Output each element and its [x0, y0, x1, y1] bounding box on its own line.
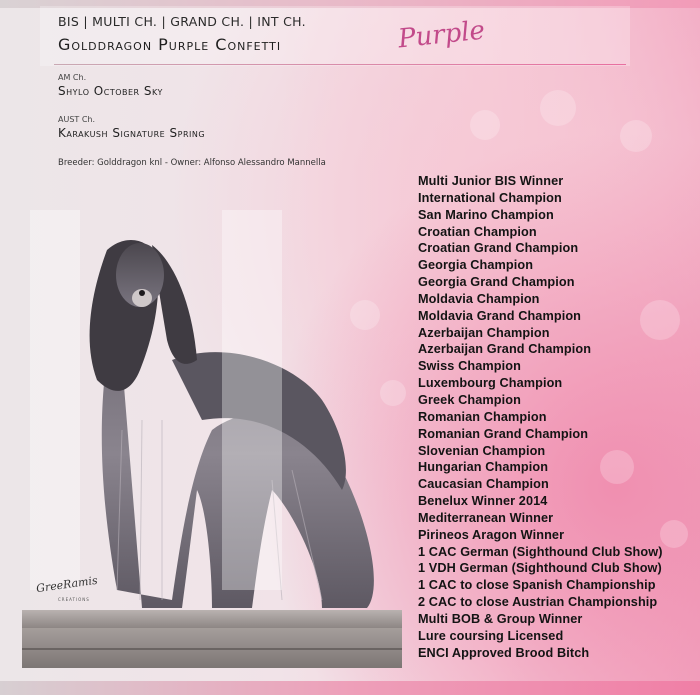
list-item: Lure coursing Licensed	[418, 628, 564, 643]
list-item: Slovenian Champion	[418, 443, 546, 458]
bottom-bar	[0, 681, 700, 695]
signature-purple: Purple	[396, 15, 487, 55]
list-item: 1 CAC German (Sighthound Club Show)	[418, 544, 663, 559]
list-item: 2 CAC to close Austrian Championship	[418, 595, 658, 610]
list-item: Romanian Champion	[418, 409, 547, 424]
dog-name: Golddragon Purple Confetti	[58, 35, 282, 54]
dog-photo	[22, 170, 407, 670]
list-item: Multi BOB & Group Winner	[418, 611, 583, 626]
list-item: Azerbaijan Champion	[418, 325, 550, 340]
bokeh-decoration	[470, 110, 500, 140]
bokeh-decoration	[540, 90, 576, 126]
list-item: Croatian Grand Champion	[418, 241, 579, 256]
list-item: Moldavia Champion	[418, 291, 540, 306]
list-item: Romanian Grand Champion	[418, 426, 589, 441]
bokeh-decoration	[620, 120, 652, 152]
bokeh-decoration	[660, 520, 688, 548]
list-item: Caucasian Champion	[418, 477, 549, 492]
achievements-list	[418, 173, 663, 661]
list-item: Benelux Winner 2014	[418, 494, 548, 509]
breeder-owner-line: Breeder: Golddragon knl - Owner: Alfonso Alessandro Mannella	[58, 158, 326, 168]
title-abbreviations: BIS | MULTI CH. | GRAND CH. | INT CH.	[58, 14, 306, 29]
list-item: Georgia Grand Champion	[418, 275, 575, 290]
photographer-logo-sub: CREATIONS	[58, 597, 90, 602]
list-item: Multi Junior BIS Winner	[418, 174, 564, 188]
stone-step-line	[22, 648, 402, 650]
header	[58, 14, 306, 54]
header-divider	[54, 64, 626, 65]
stone-step-top	[22, 610, 402, 628]
list-item: Mediterranean Winner	[418, 510, 554, 525]
list-item: 1 VDH German (Sighthound Club Show)	[418, 561, 662, 576]
list-item: ENCI Approved Brood Bitch	[418, 645, 590, 660]
dam-name: Karakush Signature Spring	[58, 126, 206, 140]
list-item: Greek Champion	[418, 392, 521, 407]
column-decoration	[30, 210, 80, 590]
list-item: Moldavia Grand Champion	[418, 308, 582, 323]
dam-block	[58, 115, 205, 140]
sire-block	[58, 73, 163, 98]
sire-name: Shylo October Sky	[58, 84, 163, 98]
list-item: Luxembourg Champion	[418, 376, 563, 391]
sire-title: AM Ch.	[58, 73, 87, 82]
list-item: 1 CAC to close Spanish Championship	[418, 578, 656, 593]
list-item: San Marino Champion	[418, 207, 554, 222]
column-decoration	[222, 210, 282, 590]
list-item: Hungarian Champion	[418, 460, 549, 475]
photographer-logo: GreeRamis	[35, 573, 99, 596]
list-item: Pirineos Aragon Winner	[418, 527, 565, 542]
list-item: Swiss Champion	[418, 359, 521, 374]
list-item: Georgia Champion	[418, 258, 534, 273]
list-item: International Champion	[418, 190, 562, 205]
list-item: Azerbaijan Grand Champion	[418, 342, 592, 357]
dam-title: AUST Ch.	[58, 115, 96, 124]
list-item: Croatian Champion	[418, 224, 537, 239]
